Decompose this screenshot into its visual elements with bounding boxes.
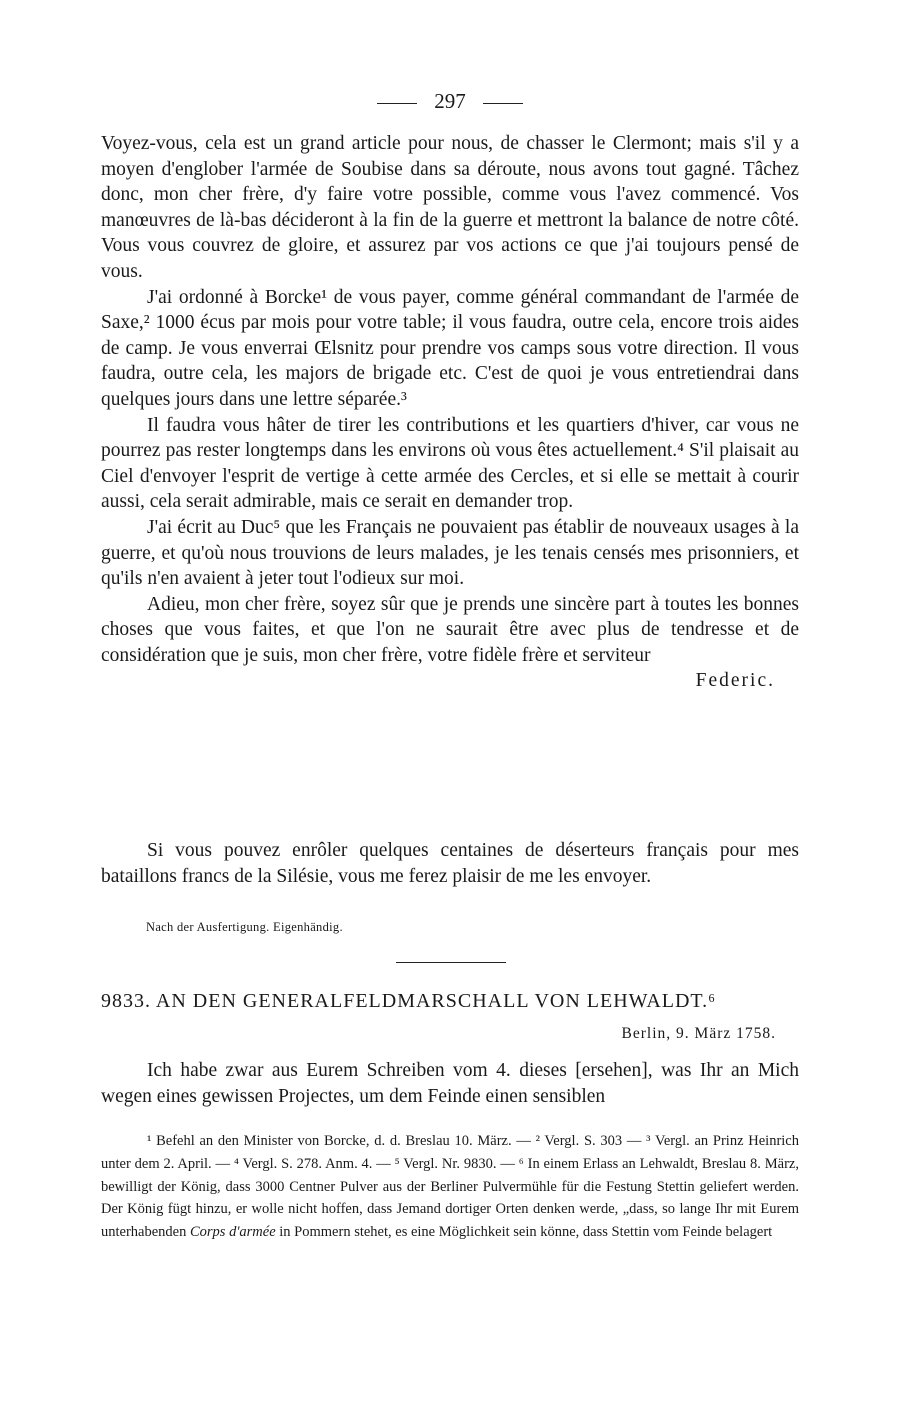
header-dash-left bbox=[377, 103, 417, 104]
letter2-body bbox=[101, 1058, 799, 1110]
letter-paragraph: Il faudra vous hâter de tirer les contributions et les quartiers d'hiver, car vous ne pourrez pas rester longtemps dans les environs où vous êtes actuellement.⁴ S'il plaisait au Ciel d'envoyer l'esprit de vertige à cette armée des Cercles, et si elle se mettait à courir aussi, cela serait admirable, mais ce serait en demander trop. bbox=[101, 414, 799, 513]
signature: Federic. bbox=[695, 670, 775, 692]
letter-paragraph: Voyez-vous, cela est un grand article pour nous, de chasser le Clermont; mais s'il y a moyen d'englober l'armée de Soubise dans sa déroute, nous avons tout gagné. Tâchez donc, mon cher frère, d'y faire votre possible, comme vous l'avez commencé. Vos manœuvres de là-bas décideront à la fin de la guerre et mettront la balance de notre côté. Vous vous couvrez de gloire, et assurez par vos actions ce que j'ai toujours pensé de vous. bbox=[101, 133, 799, 282]
letter-paragraph: Adieu, mon cher frère, soyez sûr que je prends une sincère part à toutes les bonnes choses que vous faites, et que l'on ne saurait être avec plus de tendresse et de considération que je suis, mon cher frère, votre fidèle frère et serviteur bbox=[101, 593, 799, 666]
footnotes bbox=[101, 1130, 799, 1244]
letter2-opening: Ich habe zwar aus Eurem Schreiben vom 4. dieses [ersehen], was Ihr an Mich wegen eines gewissen Projectes, um dem Feinde einen sensiblen bbox=[101, 1060, 799, 1107]
letter-paragraph: J'ai ordonné à Borcke¹ de vous payer, comme général commandant de l'armée de Saxe,² 1000 écus par mois pour votre table; il vous faudra, outre cela, encore trois aides de camp. Je vous enverrai Œlsnitz pour prendre vos camps sous votre direction. Il vous faudra, outre cela, les majors de brigade etc. C'est de quoi je vous entretiendrai dans quelques jours dans une lettre séparée.³ bbox=[101, 286, 799, 410]
document-heading: 9833. AN DEN GENERALFELDMARSCHALL VON LEHWALDT.⁶ bbox=[101, 990, 717, 1012]
letter-paragraph: J'ai écrit au Duc⁵ que les Français ne pouvaient pas établir de nouveaux usages à la guerre, et qu'où nous trouvions de leurs malades, je les tenais censés mes prisonniers, et qu'ils n'en avaient à jeter tout l'odieux sur moi. bbox=[101, 516, 799, 590]
section-divider bbox=[396, 962, 506, 963]
source-note: Nach der Ausfertigung. Eigenhändig. bbox=[146, 920, 343, 934]
page-header bbox=[0, 88, 900, 114]
dateline: Berlin, 9. März 1758. bbox=[621, 1025, 776, 1042]
footnote-italic: Corps d'armée bbox=[189, 1224, 276, 1241]
postscript-block bbox=[101, 838, 799, 889]
letter-body bbox=[101, 131, 799, 694]
footnote-line-b: in Pommern stehet, es eine Möglichkeit sein könne, dass Stettin vom Feinde belagert bbox=[279, 1224, 773, 1241]
footnote-text bbox=[101, 1130, 799, 1244]
header-dash-right bbox=[483, 103, 523, 104]
footnote-line-a: ¹ Befehl an den Minister von Borcke, d. d. Breslau 10. März. — ² Vergl. S. 303 — ³ Vergl. an Prinz Heinrich unter dem 2. April. — ⁴ Vergl. S. 278. Anm. 4. — ⁵ Vergl. Nr. 9830. — ⁶ In einem Erlass an Lehwaldt, Breslau 8. März, bewilligt der König, dass 3000 Centner Pulver aus der Berliner Pulvermühle für die Festung Stettin geliefert werden. Der König fügt hinzu, er wolle nicht hoffen, dass Jemand dortiger Orten denken werde, „dass, so lange Ihr mit Eurem unterhabenden bbox=[101, 1133, 799, 1241]
postscript: Si vous pouvez enrôler quelques centaines de déserteurs français pour mes bataillons francs de la Silésie, vous me ferez plaisir de me les envoyer. bbox=[101, 840, 799, 887]
page-number: 297 bbox=[434, 89, 466, 113]
